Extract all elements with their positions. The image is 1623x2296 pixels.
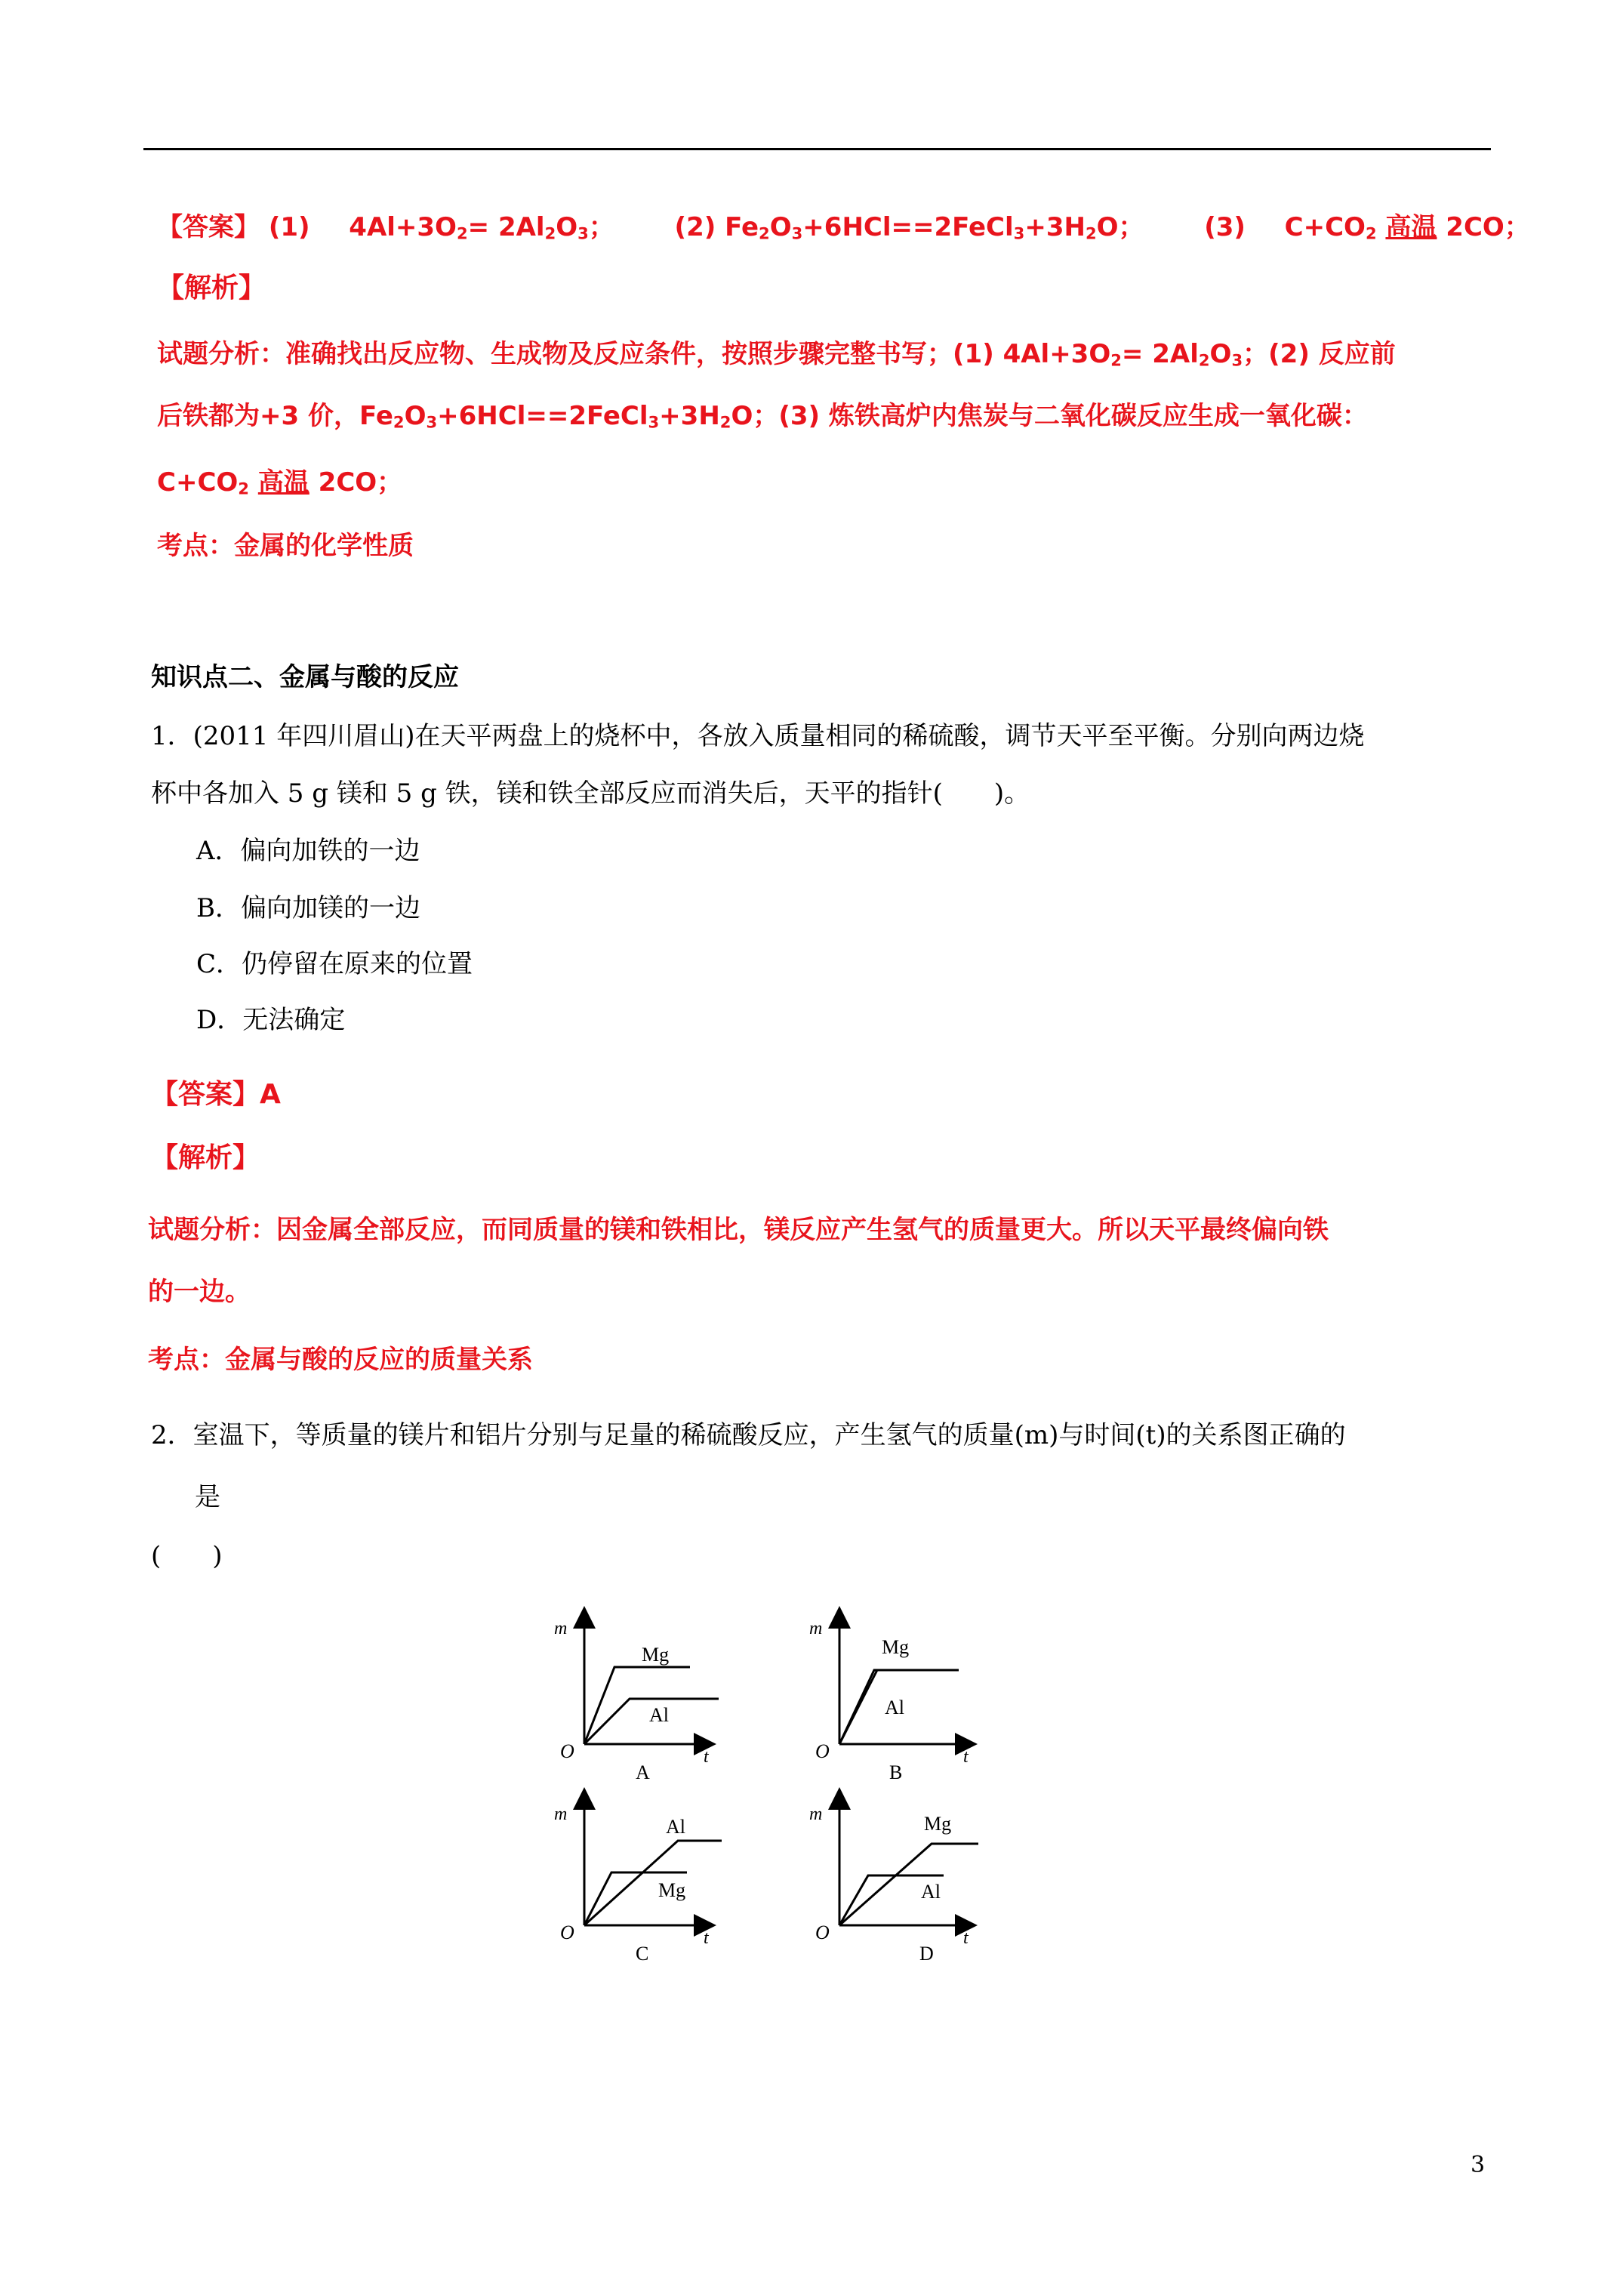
kaodian-1: 考点：金属的化学性质 xyxy=(157,531,414,561)
graph-c-panel-label: C xyxy=(636,1943,649,1963)
graph-b-x-label: t xyxy=(963,1747,969,1767)
graph-d-top-curve-label: Mg xyxy=(924,1813,952,1835)
graph-c-origin: O xyxy=(560,1922,574,1943)
graph-a-x-label: t xyxy=(704,1747,709,1767)
graph-b-lower-curve xyxy=(839,1670,877,1744)
graph-a-y-label: m xyxy=(554,1619,568,1638)
analysis-1-line-3: $C+CO_2$ 高温 2CO； xyxy=(157,467,403,498)
graph-a-bottom-curve-label: Al xyxy=(649,1704,669,1726)
question-1-line-1: 1．(2011 年四川眉山)在天平两盘上的烧杯中，各放入质量相同的稀硫酸，调节天平至平衡。分别向两边烧 xyxy=(151,721,1365,751)
question-2-line-2: 是 xyxy=(195,1482,220,1512)
graph-a-origin: O xyxy=(560,1740,574,1762)
analysis-tag-1: 【解析】 xyxy=(157,273,266,304)
graph-d-origin: O xyxy=(815,1922,830,1943)
graph-c-y-label: m xyxy=(554,1804,568,1824)
analysis-1-line-1: 试题分析：准确找出反应物、生成物及反应条件，按照步骤完整书写；(1) $4Al+3O_2= 2Al_2O_3$；(2) 反应前 xyxy=(157,339,1396,370)
graph-panel-d xyxy=(809,1798,978,1963)
answer-tag: 【答案】 xyxy=(157,212,260,242)
graph-d-y-label: m xyxy=(809,1804,823,1824)
graph-b-panel-label: B xyxy=(889,1761,903,1783)
graph-c-x-label: t xyxy=(704,1928,709,1948)
graph-c-bottom-curve-label: Mg xyxy=(658,1879,686,1901)
answer-2: 【答案】A xyxy=(151,1079,281,1110)
answer-part3-number: (3) xyxy=(1204,212,1246,242)
graph-b-bottom-curve-label: Al xyxy=(885,1697,904,1718)
graphs-svg xyxy=(544,1601,1027,1963)
option-d: D．无法确定 xyxy=(196,1005,346,1035)
answer-part3-formula: $C+CO_2$ 高温 2CO； xyxy=(1284,212,1530,243)
graph-a-panel-label: A xyxy=(636,1761,650,1783)
analysis-1-line-2: 后铁都为+3 价，$Fe_2O_3+6HCl==2FeCl_3+3H_2O$；(3) 炼铁高炉内焦炭与二氧化碳反应生成一氧化碳： xyxy=(157,401,1368,432)
question-2-line-3: ( ) xyxy=(151,1541,223,1571)
answer-part2-formula: $Fe_2O_3+6HCl==2FeCl_3+3H_2O$； xyxy=(725,212,1144,243)
graph-panel-b xyxy=(809,1617,969,1783)
graph-d-x-label: t xyxy=(963,1928,969,1948)
analysis-2-line-1: 试题分析：因金属全部反应，而同质量的镁和铁相比，镁反应产生氢气的质量更大。所以天平最终偏向铁 xyxy=(148,1215,1329,1245)
graph-c-top-curve-label: Al xyxy=(666,1816,685,1838)
graph-d-bottom-curve-label: Al xyxy=(921,1881,941,1903)
kaodian-2: 考点：金属与酸的反应的质量关系 xyxy=(148,1345,533,1375)
question-2-line-1: 2．室温下，等质量的镁片和铝片分别与足量的稀硫酸反应，产生氢气的质量(m)与时间(t)的关系图正确的 xyxy=(151,1420,1346,1450)
graph-b-y-label: m xyxy=(809,1619,823,1638)
graph-panel-a xyxy=(554,1617,719,1783)
graph-a-upper-curve xyxy=(584,1667,690,1744)
header-rule xyxy=(143,148,1491,150)
page-number: 3 xyxy=(1471,2152,1486,2178)
graphs-figure xyxy=(544,1601,1027,1963)
graph-d-panel-label: D xyxy=(919,1943,934,1963)
graph-a-top-curve-label: Mg xyxy=(642,1644,670,1666)
option-b: B．偏向加镁的一边 xyxy=(196,893,420,923)
analysis-tag-2: 【解析】 xyxy=(151,1142,260,1173)
option-c: C．仍停留在原来的位置 xyxy=(196,949,473,979)
graph-d-upper-curve xyxy=(839,1844,978,1925)
answer-line-1 xyxy=(157,214,1530,242)
answer-part1-formula: $4Al+3O_2= 2Al_2O_3$； xyxy=(349,212,614,243)
option-a: A．偏向加铁的一边 xyxy=(196,836,420,866)
question-1-line-2: 杯中各加入 5 g 镁和 5 g 铁，镁和铁全部反应而消失后，天平的指针( )。 xyxy=(151,778,1030,809)
graph-b-origin: O xyxy=(815,1740,830,1762)
answer-part1-number: (1) xyxy=(268,212,310,242)
analysis-2-line-2: 的一边。 xyxy=(148,1277,251,1307)
graph-panel-c xyxy=(554,1798,722,1963)
section-heading: 知识点二、金属与酸的反应 xyxy=(151,662,459,692)
graph-b-top-curve-label: Mg xyxy=(882,1636,910,1658)
answer-part2-number: (2) xyxy=(674,212,716,242)
